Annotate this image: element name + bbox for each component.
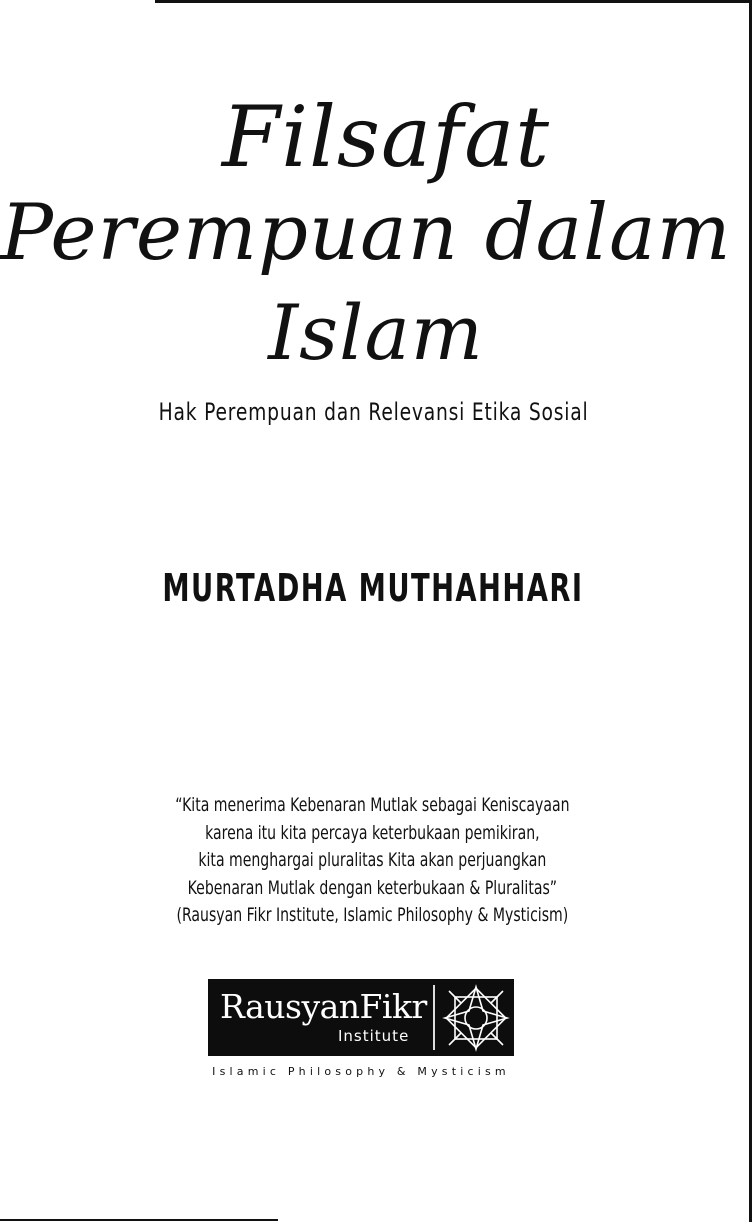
publisher-logo xyxy=(208,979,514,1056)
quote-line: (Rausyan Fikr Institute, Islamic Philosophy & Mysticism) xyxy=(176,904,569,926)
title-line-2: Perempuan dalam xyxy=(0,188,732,278)
publisher-quote xyxy=(94,792,650,930)
subtitle: Hak Perempuan dan Relevansi Etika Sosial xyxy=(158,398,589,426)
publisher-tagline: Islamic Philosophy & Mysticism xyxy=(212,1065,510,1078)
title-line-3: Islam xyxy=(268,288,484,377)
top-border-line xyxy=(155,0,752,3)
title-line-1: Filsafat xyxy=(221,88,551,186)
geometric-star-icon xyxy=(441,983,511,1053)
quote-line: Kebenaran Mutlak dengan keterbukaan & Pluralitas” xyxy=(187,876,558,899)
author-name: MURTADHA MUTHAHHARI xyxy=(162,566,584,610)
publisher-logo-name: RausyanFikr xyxy=(220,987,427,1026)
publisher-logo-subname: Institute xyxy=(338,1027,410,1045)
logo-divider xyxy=(433,985,435,1050)
quote-line: karena itu kita percaya keterbukaan pemikiran, xyxy=(205,821,540,844)
quote-line: “Kita menerima Kebenaran Mutlak sebagai Keniscayaan xyxy=(175,794,570,816)
bottom-border-line xyxy=(0,1219,278,1221)
quote-line: kita menghargai pluralitas Kita akan perjuangkan xyxy=(198,849,547,871)
